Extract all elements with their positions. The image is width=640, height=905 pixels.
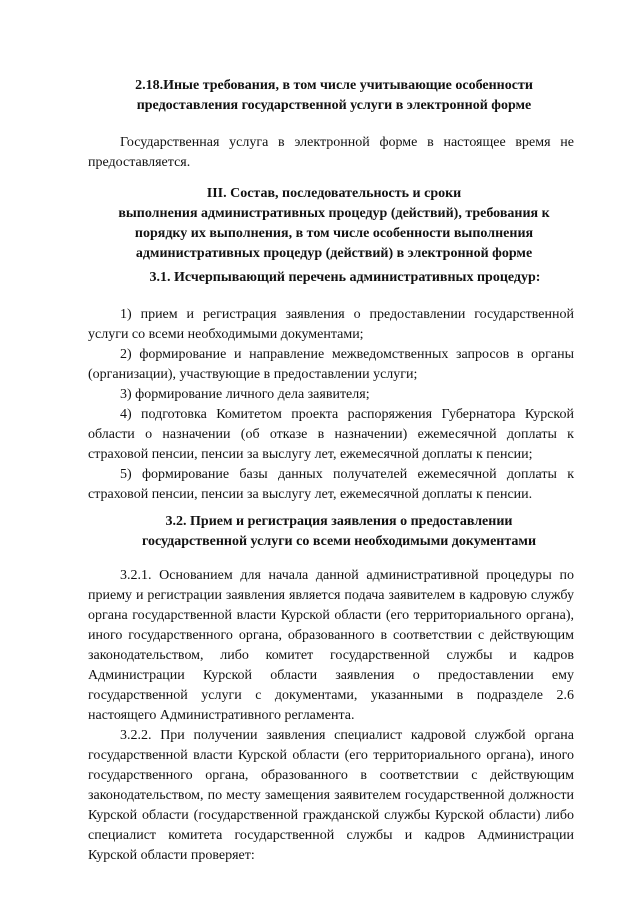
section-2-18-heading-line1: 2.18.Иные требования, в том числе учитывающие особенности <box>135 78 533 93</box>
list-item: 1) прием и регистрация заявления о предоставлении государственной услуги со всеми необходимыми документами; <box>88 307 574 342</box>
section-2-18-paragraph: Государственная услуга в электронной форме в настоящее время не предоставляется. <box>88 135 574 170</box>
section-2-18-heading <box>100 76 568 116</box>
paragraph-3-2-1: 3.2.1. Основанием для начала данной административной процедуры по приему и регистрации заявления является подача заявителем в кадровую службу органа государственной власти Курской области (его территориального органа), иного государственного органа, образованного в соответствии с действующим законодательством, либо комитет государственной службы и кадров Администрации Курской области заявления о предоставлении ему государственной услуги с документами, указанными в подразделе 2.6 настоящего Административного регламента. <box>88 568 574 723</box>
list-item: 5) формирование базы данных получателей ежемесячной доплаты к страховой пенсии, пенсии за выслугу лет, ежемесячной доплаты к пенсии. <box>88 467 574 502</box>
section-3-2-heading-line1: 3.2. Прием и регистрация заявления о предоставлении <box>165 514 513 529</box>
section-3-heading <box>96 184 572 264</box>
paragraph-3-2-2: 3.2.2. При получении заявления специалист кадровой службой органа государственной власти Курской области (его территориального органа), иного государственного органа, образованного в соответствии с действующим законодательством, по месту замещения заявителем государственной должности Курской области (государственной гражданской службы Курской области) либо специалист комитета государственной службы и кадров Администрации Курской области проверяет: <box>88 728 574 863</box>
section-3-2-heading-line2: государственной услуги со всеми необходимыми документами <box>141 534 537 549</box>
list-item: 4) подготовка Комитетом проекта распоряжения Губернатора Курской области о назначении (об отказе в назначении) ежемесячной доплаты к страховой пенсии, пенсии за выслугу лет, ежемесячной доплаты к пенсии; <box>88 407 574 462</box>
section-3-1-heading: 3.1. Исчерпывающий перечень административных процедур: <box>149 270 541 285</box>
list-item: 2) формирование и направление межведомственных запросов в органы (организации), участвующие в предоставлении услуги; <box>88 347 574 382</box>
list-item: 3) формирование личного дела заявителя; <box>120 387 370 402</box>
section-3-heading-line2: выполнения административных процедур (действий), требования к <box>118 206 550 221</box>
section-3-heading-line3: порядку их выполнения, в том числе особенности выполнения <box>134 226 534 241</box>
section-3-2-heading <box>100 512 578 552</box>
section-3-heading-line1: III. Состав, последовательность и сроки <box>206 186 462 201</box>
procedures-list <box>88 305 574 505</box>
section-2-18-heading-line2: предоставления государственной услуги в электронной форме <box>136 98 532 113</box>
section-3-heading-line4: административных процедур (действий) в электронной форме <box>135 246 533 261</box>
section-3-2-body <box>88 566 574 866</box>
